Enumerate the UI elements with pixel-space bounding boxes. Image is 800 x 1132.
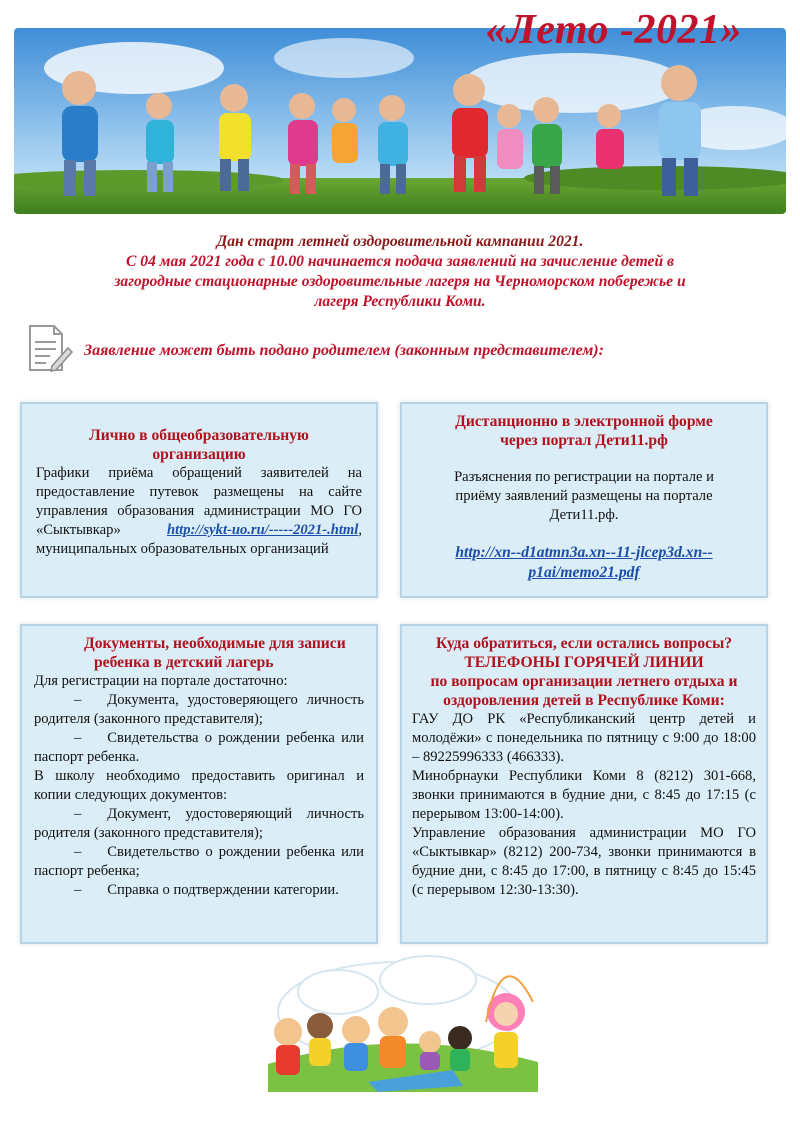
box-docs-portal-intro: Для регистрации на портале достаточно: xyxy=(34,673,288,689)
intro-line-1: Дан старт летней оздоровительной кампании 2021. xyxy=(216,233,584,250)
box-personal-text-1: Графики приёма обращений заявителей на предоставление путевок размещены на сайте управления образования администрации МО ГО «Сыктывкар» xyxy=(36,465,362,538)
box-contacts-heading-3: по вопросам организации летнего отдыха и xyxy=(430,673,738,690)
box-personal-text: Графики приёма обращений заявителей на предоставление путевок размещены на сайте управления образования администрации МО ГО «Сыктывкар» http://sykt-uo.ru/-----2021-.html, муниципальных образовательных организаций xyxy=(36,465,362,557)
box-personal-heading-2: организацию xyxy=(152,446,246,463)
contact-minobrnauki: Минобрнауки Республики Коми 8 (8212) 301-668, звонки принимаются в будние дни, с 8:45 до 17:15 (с перерывом 13:00-14:00). xyxy=(412,768,756,822)
box-personal-text-2: муниципальных образовательных организаций xyxy=(36,541,329,557)
application-subheading: Заявление может быть подано родителем (законным представителем): xyxy=(84,342,604,359)
box-hotline-contacts xyxy=(400,624,768,944)
box-apply-online xyxy=(400,402,768,598)
box-personal-heading-1: Лично в общеобразовательную xyxy=(89,427,309,444)
box-contacts-heading-2: ТЕЛЕФОНЫ ГОРЯЧЕЙ ЛИНИИ xyxy=(464,654,704,671)
intro-line-2: С 04 мая 2021 года с 10.00 начинается подача заявлений на зачисление детей в xyxy=(125,253,675,270)
box-docs-heading-2: ребенка в детский лагерь xyxy=(94,654,274,671)
box-online-text-2: приёму заявлений размещены на портале xyxy=(455,488,713,504)
memo-pdf-link-2[interactable]: p1ai/memo21.pdf xyxy=(528,564,640,581)
contact-uo-syktyvkar: Управление образования администрации МО ГО «Сыктывкар» (8212) 200-734, звонки принимаются в будние дни, с 8:45 до 17:00, в пятницу с 8:45 до 15:45 (с перерывом 12:30-13:30). xyxy=(412,825,756,898)
kids-illustration xyxy=(248,952,548,1092)
intro-line-3: загородные стационарные оздоровительные лагеря на Черноморском побережье и xyxy=(114,273,686,290)
hero-image-children-running xyxy=(14,28,786,214)
box-required-documents xyxy=(20,624,378,944)
page-title: «Лето -2021» xyxy=(485,7,742,53)
document-pencil-icon xyxy=(22,322,74,374)
intro-line-4: лагеря Республики Коми. xyxy=(314,293,486,310)
box-docs-heading-1: Документы, необходимые для записи xyxy=(84,635,346,652)
box-docs-school-item: – Документ, удостоверяющий личность родителя (законного представителя); – Свидетельство о рождении ребенка или паспорт ребенка; – Справка о подтверждении категории. xyxy=(34,806,364,898)
intro-announcement xyxy=(40,232,760,312)
box-docs-school-intro: В школу необходимо предоставить оригинал и копии следующих документов: xyxy=(34,768,364,803)
box-contacts-heading-4: оздоровления детей в Республике Коми: xyxy=(443,692,725,709)
box-contacts-heading-1: Куда обратиться, если остались вопросы? xyxy=(435,635,733,652)
box-docs-portal-item: – Документа, удостоверяющего личность родителя (законного представителя); – Свидетельства о рождении ребенка или паспорт ребенка. xyxy=(34,692,364,765)
box-online-text-1: Разъяснения по регистрации на портале и xyxy=(454,469,714,485)
memo-pdf-link-1[interactable]: http://xn--d1atmn3a.xn--11-jlcep3d.xn-- xyxy=(455,544,713,561)
box-online-heading-1: Дистанционно в электронной форме xyxy=(455,413,713,430)
sykt-uo-link[interactable]: http://sykt-uo.ru/-----2021-.html xyxy=(167,522,359,538)
box-online-heading-2: через портал Дети11.рф xyxy=(500,432,668,449)
contact-rcdm: ГАУ ДО РК «Республиканский центр детей и молодёжи» с понедельника по пятницу с 9:00 до 18:00 – 89225996333 (466333). xyxy=(412,711,756,765)
box-online-text-3: Дети11.рф. xyxy=(549,507,619,523)
box-apply-in-person xyxy=(20,402,378,598)
